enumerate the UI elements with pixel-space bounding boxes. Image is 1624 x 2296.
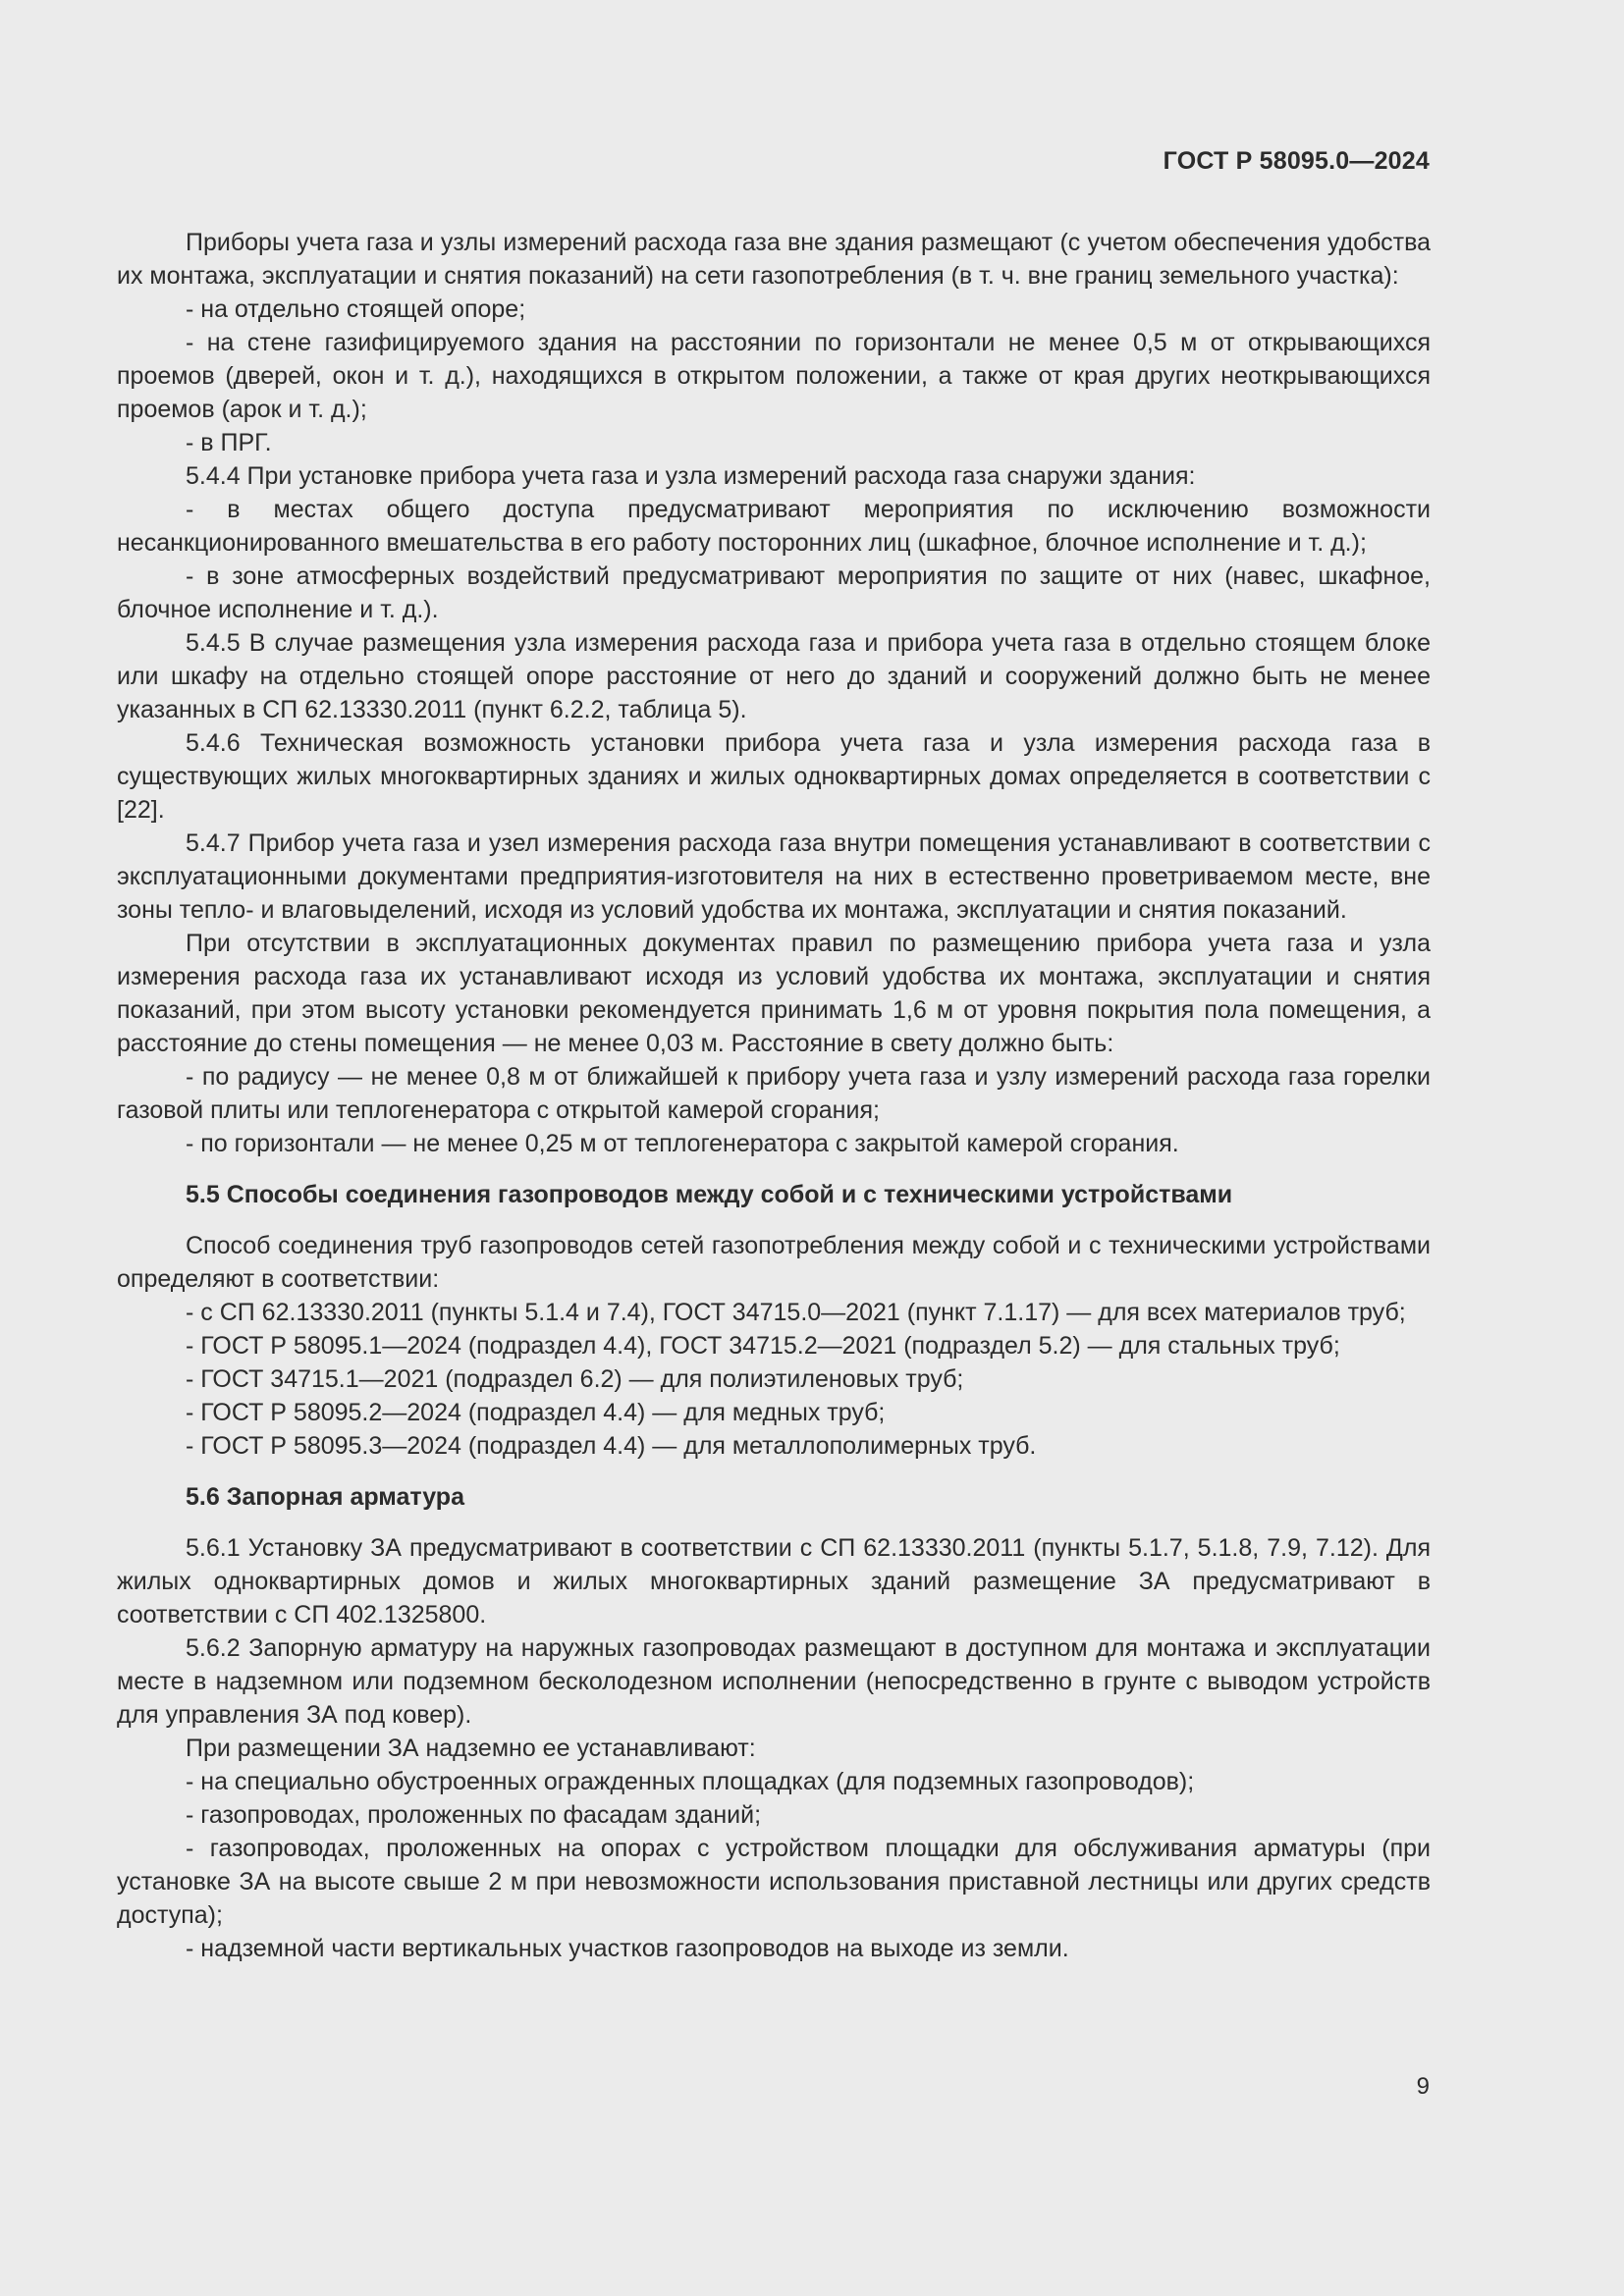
section-heading-5-6: 5.6 Запорная арматура xyxy=(186,1483,464,1511)
list-item: - газопроводах, проложенных на опорах с устройством площадки для обслуживания арматуры (при установке ЗА на высоте свыше 2 м при невозможности использования приставной лестницы или других средств доступа); xyxy=(117,1835,1431,1929)
list-item: - по горизонтали — не менее 0,25 м от теплогенератора с закрытой камерой сгорания. xyxy=(186,1130,1179,1157)
list-item: - ГОСТ Р 58095.1—2024 (подраздел 4.4), ГОСТ 34715.2—2021 (подраздел 5.2) — для стальных труб; xyxy=(186,1332,1340,1360)
clause-5-6-2: 5.6.2 Запорную арматуру на наружных газопроводах размещают в доступном для монтажа и эксплуатации месте в надземном или подземном бесколодезном исполнении (непосредственно в грунте с выводом устройств для управления ЗА под ковер). xyxy=(117,1634,1431,1729)
list-item: - ГОСТ Р 58095.3—2024 (подраздел 4.4) — для металлополимерных труб. xyxy=(186,1432,1037,1460)
clause-5-4-4: 5.4.4 При установке прибора учета газа и узла измерений расхода газа снаружи здания: xyxy=(186,462,1196,490)
list-item: - на стене газифицируемого здания на расстоянии по горизонтали не менее 0,5 м от открывающихся проемов (дверей, окон и т. д.), находящихся в открытом положении, а также от края других неоткрывающихся проемов (арок и т. д.); xyxy=(117,329,1431,423)
list-item: - надземной части вертикальных участков газопроводов на выходе из земли. xyxy=(186,1935,1069,1962)
list-item: - по радиусу — не менее 0,8 м от ближайшей к прибору учета газа и узлу измерений расхода газа горелки газовой плиты или теплогенератора с открытой камерой сгорания; xyxy=(117,1063,1431,1124)
list-item: - на отдельно стоящей опоре; xyxy=(186,295,526,323)
clause-5-4-5: 5.4.5 В случае размещения узла измерения расхода газа и прибора учета газа в отдельно стоящем блоке или шкафу на отдельно стоящей опоре расстояние от него до зданий и сооружений должно быть не менее указанных в СП 62.13330.2011 (пункт 6.2.2, таблица 5). xyxy=(117,629,1431,723)
clause-5-4-6: 5.4.6 Техническая возможность установки прибора учета газа и узла измерения расхода газа в существующих жилых многоквартирных зданиях и жилых одноквартирных домах определяется в соответствии с [22]. xyxy=(117,729,1431,824)
paragraph: При размещении ЗА надземно ее устанавливают: xyxy=(186,1735,756,1762)
list-item: - в ПРГ. xyxy=(186,429,272,456)
paragraph: Приборы учета газа и узлы измерений расхода газа вне здания размещают (с учетом обеспечения удобства их монтажа, эксплуатации и снятия показаний) на сети газопотребления (в т. ч. вне границ земельного участка): xyxy=(117,229,1431,290)
document-code-header: ГОСТ Р 58095.0—2024 xyxy=(1163,147,1430,175)
list-item: - ГОСТ Р 58095.2—2024 (подраздел 4.4) — для медных труб; xyxy=(186,1399,886,1426)
list-item: - на специально обустроенных огражденных площадках (для подземных газопроводов); xyxy=(186,1768,1195,1795)
list-item: - в зоне атмосферных воздействий предусматривают мероприятия по защите от них (навес, шкафное, блочное исполнение и т. д.). xyxy=(117,562,1431,623)
section-heading-5-5: 5.5 Способы соединения газопроводов между собой и с техническими устройствами xyxy=(186,1181,1233,1208)
paragraph: Способ соединения труб газопроводов сетей газопотребления между собой и с техническими устройствами определяют в соответствии: xyxy=(117,1232,1431,1293)
list-item: - газопроводах, проложенных по фасадам зданий; xyxy=(186,1801,762,1829)
page-content xyxy=(117,226,1431,1965)
clause-5-6-1: 5.6.1 Установку ЗА предусматривают в соответствии с СП 62.13330.2011 (пункты 5.1.7, 5.1.8, 7.9, 7.12). Для жилых одноквартирных домов и жилых многоквартирных зданий размещение ЗА предусматривают в соответствии с СП 402.1325800. xyxy=(117,1534,1431,1629)
list-item: - в местах общего доступа предусматривают мероприятия по исключению возможности несанкционированного вмешательства в его работу посторонних лиц (шкафное, блочное исполнение и т. д.); xyxy=(117,496,1431,557)
list-item: - с СП 62.13330.2011 (пункты 5.1.4 и 7.4), ГОСТ 34715.0—2021 (пункт 7.1.17) — для всех материалов труб; xyxy=(186,1299,1406,1326)
paragraph: При отсутствии в эксплуатационных документах правил по размещению прибора учета газа и узла измерения расхода газа их устанавливают исходя из условий удобства их монтажа, эксплуатации и снятия показаний, при этом высоту установки рекомендуется принимать 1,6 м от уровня покрытия пола помещения, а расстояние до стены помещения — не менее 0,03 м. Расстояние в свету должно быть: xyxy=(117,930,1431,1057)
list-item: - ГОСТ 34715.1—2021 (подраздел 6.2) — для полиэтиленовых труб; xyxy=(186,1365,964,1393)
page-number: 9 xyxy=(1416,2073,1430,2100)
clause-5-4-7: 5.4.7 Прибор учета газа и узел измерения расхода газа внутри помещения устанавливают в соответствии с эксплуатационными документами предприятия-изготовителя на них в естественно проветриваемом месте, вне зоны тепло- и влаговыделений, исходя из условий удобства их монтажа, эксплуатации и снятия показаний. xyxy=(117,829,1431,924)
